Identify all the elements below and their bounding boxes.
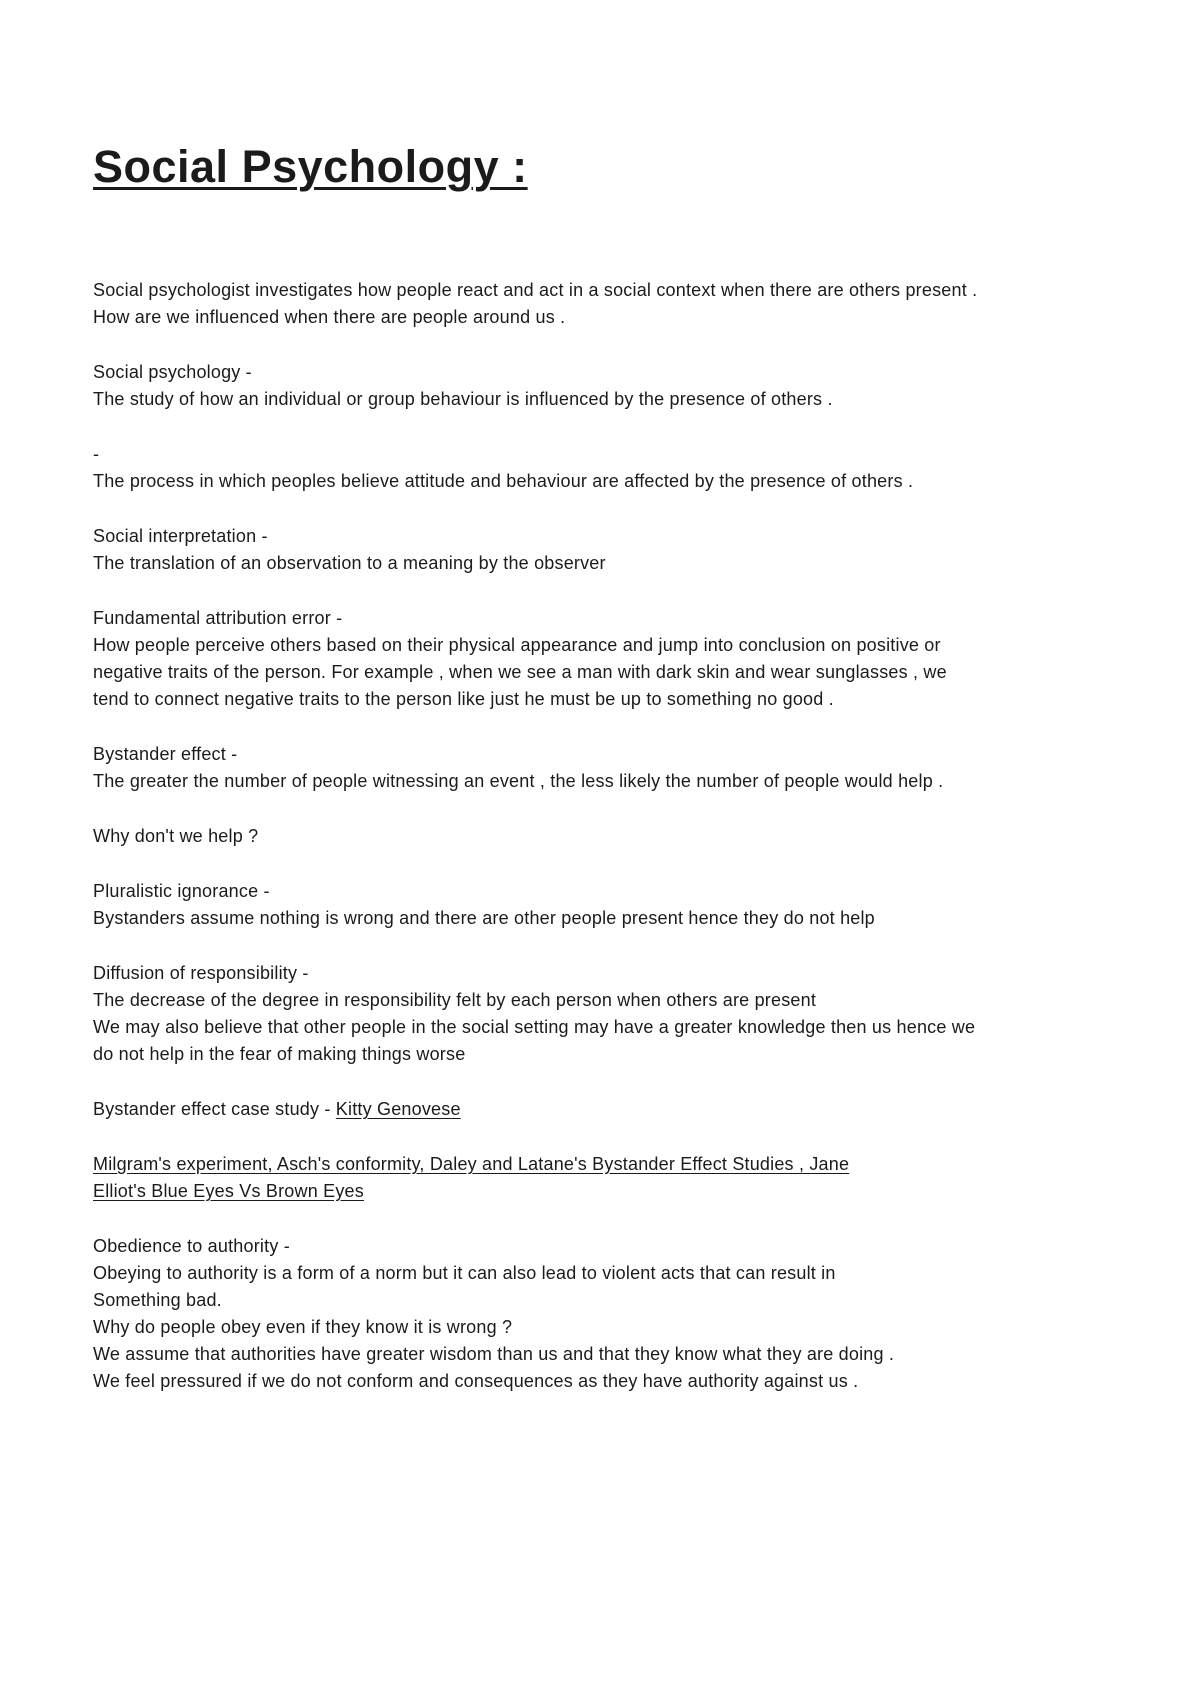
text-line: Something bad.: [93, 1289, 222, 1310]
paragraph-social-psychology-definition: [93, 359, 1112, 413]
paragraph-fundamental-attribution-error: [93, 605, 1112, 713]
term-label: Social interpretation -: [93, 525, 268, 546]
term-label: Fundamental attribution error -: [93, 607, 343, 628]
text-line: How are we influenced when there are people around us .: [93, 306, 566, 327]
term-label: Obedience to authority -: [93, 1235, 290, 1256]
paragraph-bystander-effect: [93, 741, 1112, 795]
term-label: Bystander effect -: [93, 743, 238, 764]
paragraph-pluralistic-ignorance: [93, 878, 1112, 932]
text-line: The greater the number of people witnessing an event , the less likely the number of people would help .: [93, 770, 944, 791]
kitty-genovese-link[interactable]: Kitty Genovese: [335, 1098, 461, 1119]
text-line: [93, 1096, 1112, 1123]
text-line: The study of how an individual or group behaviour is influenced by the presence of others .: [93, 388, 833, 409]
paragraph-studies-link: [93, 1151, 1112, 1205]
term-label: Social psychology -: [93, 361, 252, 382]
text-line: Bystanders assume nothing is wrong and there are other people present hence they do not help: [93, 907, 875, 928]
document-title: Social Psychology :: [93, 141, 528, 192]
text-line: The decrease of the degree in responsibility felt by each person when others are present: [93, 989, 817, 1010]
paragraph-case-study: [93, 1096, 1112, 1123]
paragraph-intro: [93, 277, 1112, 331]
studies-link-line-2[interactable]: Elliot's Blue Eyes Vs Brown Eyes: [93, 1180, 364, 1201]
dash-marker: -: [93, 443, 100, 464]
case-study-prefix: Bystander effect case study -: [93, 1098, 336, 1119]
paragraph-obedience-to-authority: [93, 1233, 1112, 1395]
studies-link-line-1[interactable]: Milgram's experiment, Asch's conformity, Daley and Latane's Bystander Effect Studies , Jane: [93, 1153, 850, 1174]
paragraph-social-interpretation: [93, 523, 1112, 577]
text-line: We assume that authorities have greater wisdom than us and that they know what they are doing .: [93, 1343, 895, 1364]
text-line: Obeying to authority is a form of a norm but it can also lead to violent acts that can result in: [93, 1262, 836, 1283]
paragraph-why-dont-we-help: [93, 823, 1112, 850]
text-line: do not help in the fear of making things worse: [93, 1043, 466, 1064]
text-line: tend to connect negative traits to the person like just he must be up to something no good .: [93, 688, 834, 709]
text-line: negative traits of the person. For example , when we see a man with dark skin and wear sunglasses , we: [93, 661, 947, 682]
text-line: Why don't we help ?: [93, 825, 259, 846]
term-label: Pluralistic ignorance -: [93, 880, 270, 901]
term-label: Diffusion of responsibility -: [93, 962, 309, 983]
text-line: [93, 1151, 1112, 1178]
text-line: Social psychologist investigates how people react and act in a social context when there are others present .: [93, 279, 978, 300]
text-line: Why do people obey even if they know it is wrong ?: [93, 1316, 513, 1337]
text-line: We may also believe that other people in the social setting may have a greater knowledge then us hence we: [93, 1016, 976, 1037]
text-line: The translation of an observation to a meaning by the observer: [93, 552, 606, 573]
text-line: We feel pressured if we do not conform and consequences as they have authority against us .: [93, 1370, 859, 1391]
paragraph-diffusion-of-responsibility: [93, 960, 1112, 1068]
paragraph-dash-definition: [93, 441, 1112, 495]
text-line: The process in which peoples believe attitude and behaviour are affected by the presence of others .: [93, 470, 914, 491]
text-line: [93, 1178, 1112, 1205]
text-line: How people perceive others based on their physical appearance and jump into conclusion on positive or: [93, 634, 941, 655]
